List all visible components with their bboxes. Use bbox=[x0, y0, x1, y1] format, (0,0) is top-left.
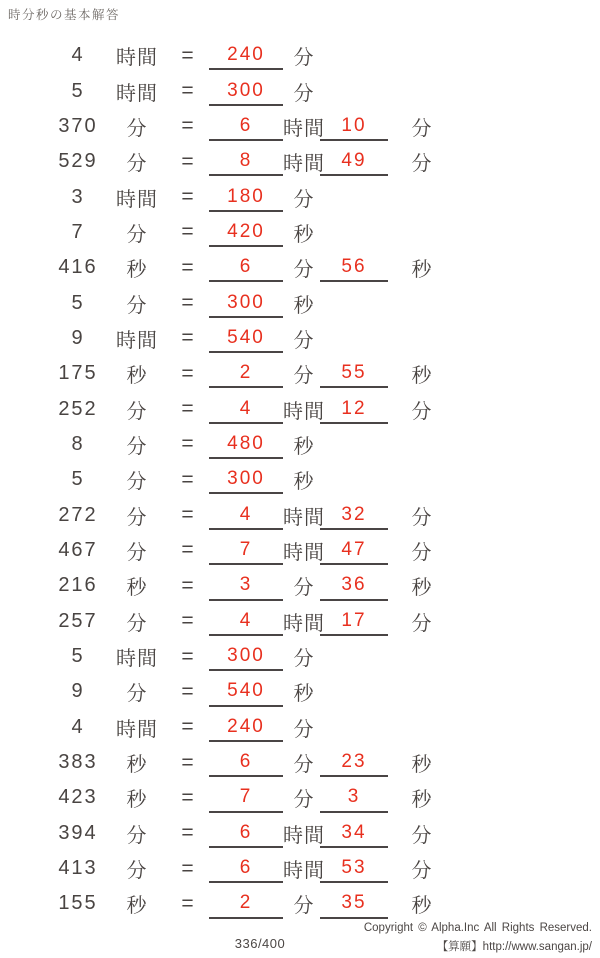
problem-value: 257 bbox=[58, 609, 98, 632]
answer-blank-1: 420 bbox=[209, 219, 283, 247]
page-number: 336/400 bbox=[234, 936, 286, 951]
problem-unit2: 時間 bbox=[283, 506, 325, 529]
problem-unit1: 分 bbox=[126, 117, 148, 140]
problem-value: 5 bbox=[71, 79, 85, 102]
problem-unit1: 時間 bbox=[116, 82, 158, 105]
problem-unit3: 分 bbox=[411, 153, 433, 176]
problem-row bbox=[0, 427, 600, 462]
problem-value: 3 bbox=[71, 185, 85, 208]
answer-blank-1: 4 bbox=[209, 395, 283, 423]
answer-blank-1: 300 bbox=[209, 643, 283, 671]
equals-sign: = bbox=[181, 326, 195, 350]
problem-row bbox=[0, 179, 600, 214]
answer-blank-2: 47 bbox=[320, 537, 388, 565]
equals-sign: = bbox=[181, 715, 195, 739]
problem-unit1: 分 bbox=[126, 541, 148, 564]
answer-blank-2: 12 bbox=[320, 395, 388, 423]
problem-unit3: 分 bbox=[411, 506, 433, 529]
equals-sign: = bbox=[181, 503, 195, 527]
problem-unit2: 分 bbox=[293, 259, 315, 282]
problem-unit2: 分 bbox=[293, 789, 315, 812]
equals-sign: = bbox=[181, 220, 195, 244]
copyright-text: Copyright © Alpha.Inc All Rights Reserved. bbox=[363, 922, 592, 934]
equals-sign: = bbox=[181, 291, 195, 315]
problem-unit1: 分 bbox=[126, 612, 148, 635]
problem-unit3: 秒 bbox=[411, 259, 433, 282]
problem-unit3: 秒 bbox=[411, 577, 433, 600]
problem-value: 252 bbox=[58, 397, 98, 420]
problem-value: 423 bbox=[58, 786, 98, 809]
problem-value: 4 bbox=[71, 44, 85, 67]
problem-unit1: 分 bbox=[126, 223, 148, 246]
equals-sign: = bbox=[181, 467, 195, 491]
equals-sign: = bbox=[181, 255, 195, 279]
problem-unit3: 秒 bbox=[411, 365, 433, 388]
problem-unit1: 秒 bbox=[126, 754, 148, 777]
problem-row bbox=[0, 38, 600, 73]
problem-value: 5 bbox=[71, 468, 85, 491]
answer-blank-2: 34 bbox=[320, 820, 388, 848]
equals-sign: = bbox=[181, 573, 195, 597]
problem-unit1: 秒 bbox=[126, 895, 148, 918]
answer-blank-2: 32 bbox=[320, 501, 388, 529]
problem-unit2: 分 bbox=[293, 329, 315, 352]
problem-value: 467 bbox=[58, 538, 98, 561]
problem-unit1: 分 bbox=[126, 683, 148, 706]
equals-sign: = bbox=[181, 785, 195, 809]
problem-unit2: 時間 bbox=[283, 824, 325, 847]
problem-unit1: 分 bbox=[126, 471, 148, 494]
problem-unit1: 時間 bbox=[116, 47, 158, 70]
answer-blank-2: 55 bbox=[320, 360, 388, 388]
problem-unit2: 分 bbox=[293, 577, 315, 600]
answer-blank-2: 49 bbox=[320, 148, 388, 176]
problem-unit1: 分 bbox=[126, 435, 148, 458]
answer-blank-1: 180 bbox=[209, 183, 283, 211]
problem-value: 155 bbox=[58, 892, 98, 915]
problem-unit2: 時間 bbox=[283, 860, 325, 883]
equals-sign: = bbox=[181, 856, 195, 880]
problem-value: 4 bbox=[71, 715, 85, 738]
equals-sign: = bbox=[181, 538, 195, 562]
problem-row bbox=[0, 321, 600, 356]
answer-blank-2: 53 bbox=[320, 855, 388, 883]
answer-blank-1: 300 bbox=[209, 466, 283, 494]
problem-unit1: 分 bbox=[126, 294, 148, 317]
answer-blank-1: 300 bbox=[209, 289, 283, 317]
problem-value: 529 bbox=[58, 150, 98, 173]
problem-row bbox=[0, 73, 600, 108]
problem-value: 383 bbox=[58, 751, 98, 774]
problem-row bbox=[0, 674, 600, 709]
problem-row bbox=[0, 250, 600, 285]
answer-blank-2: 10 bbox=[320, 113, 388, 141]
answer-blank-1: 2 bbox=[209, 360, 283, 388]
answer-blank-1: 240 bbox=[209, 714, 283, 742]
problem-value: 370 bbox=[58, 114, 98, 137]
equals-sign: = bbox=[181, 149, 195, 173]
problem-row bbox=[0, 568, 600, 603]
problem-row bbox=[0, 604, 600, 639]
answer-blank-1: 300 bbox=[209, 77, 283, 105]
problem-unit1: 時間 bbox=[116, 648, 158, 671]
problem-row bbox=[0, 639, 600, 674]
answer-blank-2: 17 bbox=[320, 608, 388, 636]
problem-unit2: 時間 bbox=[283, 117, 325, 140]
problem-unit1: 分 bbox=[126, 400, 148, 423]
problem-unit2: 時間 bbox=[283, 541, 325, 564]
problem-row bbox=[0, 710, 600, 745]
problem-unit1: 秒 bbox=[126, 789, 148, 812]
problem-row bbox=[0, 745, 600, 780]
answer-blank-2: 36 bbox=[320, 572, 388, 600]
equals-sign: = bbox=[181, 679, 195, 703]
problem-row bbox=[0, 533, 600, 568]
problem-unit1: 秒 bbox=[126, 577, 148, 600]
answer-blank-1: 480 bbox=[209, 431, 283, 459]
problem-value: 8 bbox=[71, 432, 85, 455]
answer-blank-1: 540 bbox=[209, 325, 283, 353]
answer-blank-1: 7 bbox=[209, 784, 283, 812]
problem-unit1: 時間 bbox=[116, 718, 158, 741]
problem-unit2: 分 bbox=[293, 47, 315, 70]
problem-unit2: 時間 bbox=[283, 153, 325, 176]
problem-unit2: 秒 bbox=[293, 683, 315, 706]
equals-sign: = bbox=[181, 609, 195, 633]
answer-blank-1: 6 bbox=[209, 749, 283, 777]
problem-row bbox=[0, 109, 600, 144]
answer-blank-2: 3 bbox=[320, 784, 388, 812]
problem-row bbox=[0, 144, 600, 179]
problem-unit2: 分 bbox=[293, 365, 315, 388]
equals-sign: = bbox=[181, 397, 195, 421]
problem-value: 5 bbox=[71, 645, 85, 668]
equals-sign: = bbox=[181, 185, 195, 209]
site-credit: 【算願】http://www.sangan.jp/ bbox=[436, 941, 592, 953]
problem-unit3: 秒 bbox=[411, 754, 433, 777]
problem-row bbox=[0, 497, 600, 532]
page-title: 時分秒の基本解答 bbox=[8, 8, 121, 22]
problem-unit2: 分 bbox=[293, 188, 315, 211]
problem-unit3: 分 bbox=[411, 824, 433, 847]
problem-row bbox=[0, 356, 600, 391]
answer-blank-1: 4 bbox=[209, 608, 283, 636]
problems-list bbox=[0, 38, 600, 922]
problem-unit2: 秒 bbox=[293, 471, 315, 494]
answer-blank-2: 35 bbox=[320, 890, 388, 918]
problem-value: 394 bbox=[58, 821, 98, 844]
answer-blank-1: 4 bbox=[209, 501, 283, 529]
problem-unit1: 時間 bbox=[116, 188, 158, 211]
answer-blank-1: 3 bbox=[209, 572, 283, 600]
problem-unit3: 分 bbox=[411, 400, 433, 423]
problem-row bbox=[0, 391, 600, 426]
answer-blank-1: 2 bbox=[209, 890, 283, 918]
equals-sign: = bbox=[181, 114, 195, 138]
problem-unit1: 時間 bbox=[116, 329, 158, 352]
problem-value: 9 bbox=[71, 326, 85, 349]
problem-unit1: 秒 bbox=[126, 259, 148, 282]
problem-value: 175 bbox=[58, 362, 98, 385]
problem-unit2: 分 bbox=[293, 82, 315, 105]
problem-unit3: 分 bbox=[411, 612, 433, 635]
equals-sign: = bbox=[181, 79, 195, 103]
problem-value: 413 bbox=[58, 857, 98, 880]
problem-unit2: 時間 bbox=[283, 400, 325, 423]
answer-blank-2: 23 bbox=[320, 749, 388, 777]
problem-value: 416 bbox=[58, 256, 98, 279]
equals-sign: = bbox=[181, 432, 195, 456]
answer-blank-1: 7 bbox=[209, 537, 283, 565]
problem-unit3: 秒 bbox=[411, 789, 433, 812]
problem-unit2: 秒 bbox=[293, 223, 315, 246]
problem-row bbox=[0, 816, 600, 851]
problem-unit2: 時間 bbox=[283, 612, 325, 635]
answer-blank-1: 6 bbox=[209, 855, 283, 883]
problem-value: 7 bbox=[71, 220, 85, 243]
equals-sign: = bbox=[181, 361, 195, 385]
problem-unit2: 分 bbox=[293, 754, 315, 777]
problem-unit3: 秒 bbox=[411, 895, 433, 918]
equals-sign: = bbox=[181, 750, 195, 774]
answer-blank-1: 540 bbox=[209, 678, 283, 706]
problem-unit1: 分 bbox=[126, 506, 148, 529]
equals-sign: = bbox=[181, 891, 195, 915]
problem-row bbox=[0, 215, 600, 250]
problem-unit2: 分 bbox=[293, 648, 315, 671]
problem-value: 216 bbox=[58, 574, 98, 597]
problem-unit3: 分 bbox=[411, 860, 433, 883]
problem-row bbox=[0, 851, 600, 886]
answer-blank-1: 6 bbox=[209, 113, 283, 141]
answer-blank-1: 8 bbox=[209, 148, 283, 176]
problem-value: 272 bbox=[58, 503, 98, 526]
problem-unit1: 分 bbox=[126, 824, 148, 847]
answer-blank-1: 6 bbox=[209, 820, 283, 848]
problem-value: 9 bbox=[71, 680, 85, 703]
equals-sign: = bbox=[181, 43, 195, 67]
answer-blank-1: 6 bbox=[209, 254, 283, 282]
equals-sign: = bbox=[181, 821, 195, 845]
problem-row bbox=[0, 780, 600, 815]
answer-blank-1: 240 bbox=[209, 42, 283, 70]
problem-unit3: 分 bbox=[411, 117, 433, 140]
problem-unit2: 秒 bbox=[293, 294, 315, 317]
problem-unit1: 分 bbox=[126, 860, 148, 883]
problem-row bbox=[0, 285, 600, 320]
problem-row bbox=[0, 462, 600, 497]
answer-blank-2: 56 bbox=[320, 254, 388, 282]
problem-unit2: 分 bbox=[293, 895, 315, 918]
problem-unit1: 分 bbox=[126, 153, 148, 176]
problem-unit2: 秒 bbox=[293, 435, 315, 458]
problem-value: 5 bbox=[71, 291, 85, 314]
problem-unit2: 分 bbox=[293, 718, 315, 741]
problem-unit3: 分 bbox=[411, 541, 433, 564]
equals-sign: = bbox=[181, 644, 195, 668]
problem-row bbox=[0, 886, 600, 921]
problem-unit1: 秒 bbox=[126, 365, 148, 388]
